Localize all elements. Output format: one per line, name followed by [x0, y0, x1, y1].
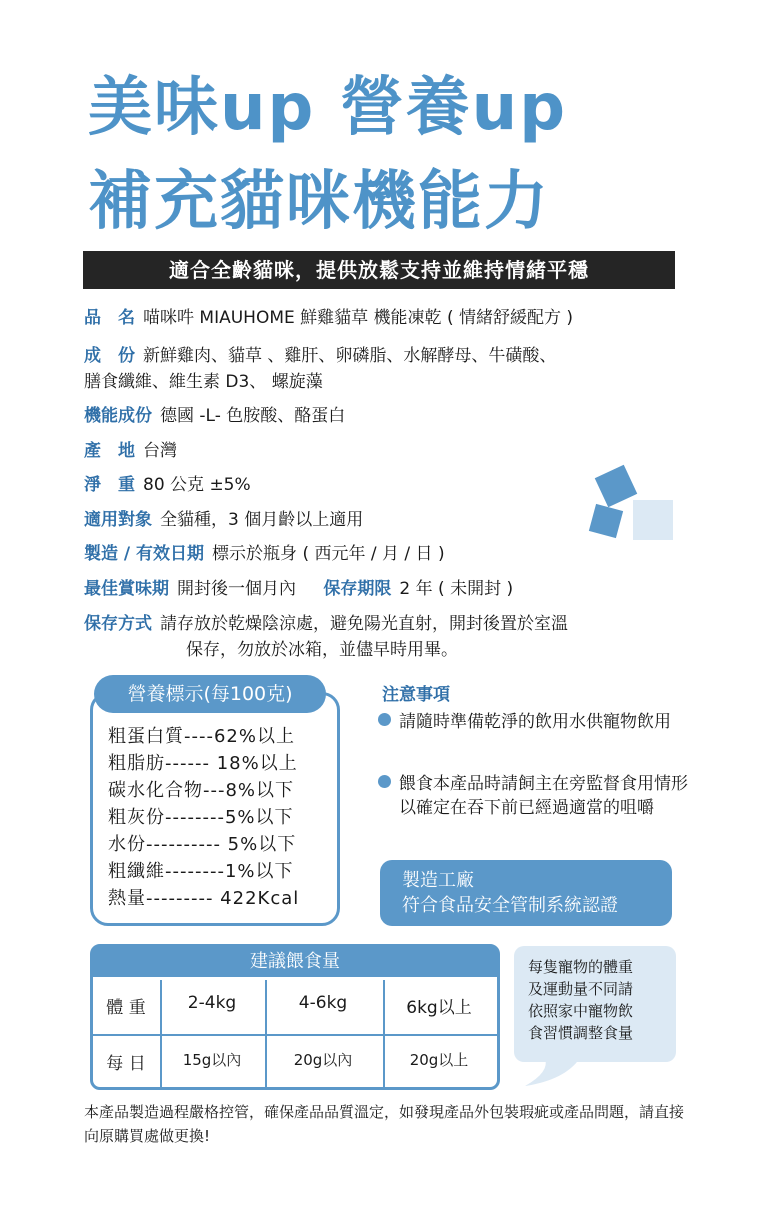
spec-storage [84, 611, 568, 637]
spec-ingredients-value1: 新鮮雞肉、貓草 、雞肝、卵磷脂、水解酵母、牛磺酸、 [143, 346, 557, 366]
bullet-icon [378, 713, 391, 726]
spec-ingredients-label: 成 份 [84, 346, 135, 366]
spec-origin-value: 台灣 [143, 441, 177, 461]
notice-item1: 請隨時準備乾淨的飲用水供寵物飲用 [399, 712, 671, 732]
feeding-cell: 15g以內 [182, 1051, 242, 1069]
spec-origin [84, 438, 177, 464]
feeding-title: 建議餵食量 [93, 947, 497, 977]
spec-functional [84, 403, 345, 429]
bubble-tail [525, 1058, 585, 1088]
feeding-cell: 20g以內 [293, 1051, 353, 1069]
factory-line2: 符合食品安全管制系統認證 [402, 895, 618, 916]
spec-best-label: 最佳賞味期 [84, 579, 169, 599]
decor-square [595, 465, 638, 508]
decor-square [633, 500, 673, 540]
spec-shelf-label: 保存期限 [323, 579, 392, 599]
feeding-cell: 20g以上 [409, 1051, 469, 1069]
spec-dates [84, 541, 445, 567]
nutrition-row: 粗纖維--------1%以下 [108, 861, 294, 882]
spec-ingredients-line2: 膳食纖維、維生素 D3、 螺旋藻 [84, 372, 323, 392]
notice-item [378, 772, 699, 820]
spec-storage-label: 保存方式 [84, 614, 152, 634]
spec-weight-label: 淨 重 [84, 475, 135, 495]
spec-name-value: 喵咪吽 MIAUHOME 鮮雞貓草 機能凍乾 ( 情緒舒緩配方 ) [143, 308, 574, 328]
spec-ingredients [84, 343, 556, 369]
notice-item2: 餵食本產品時請飼主在旁監督食用情形以確定在吞下前已經過適當的咀嚼 [399, 774, 688, 818]
feeding-row1-label: 體 重 [106, 998, 146, 1018]
spec-storage-line2: 保存，勿放於冰箱，並儘早時用畢。 [186, 640, 458, 660]
spec-weight-value: 80 公克 ±5% [143, 475, 251, 495]
feeding-cell: 2-4kg [187, 993, 237, 1013]
spec-shelf-value: 2 年 ( 未開封 ) [399, 579, 514, 599]
notice-title: 注意事項 [382, 685, 450, 705]
nutrition-row: 碳水化合物---8%以下 [108, 780, 295, 801]
spec-weight [84, 472, 251, 498]
factory-badge [380, 860, 672, 926]
spec-dates-value: 標示於瓶身 ( 西元年 / 月 / 日 ) [212, 544, 445, 564]
bubble-line: 依照家中寵物飲 [528, 1002, 634, 1020]
bubble-line: 及運動量不同請 [528, 980, 634, 998]
spec-name [84, 305, 573, 331]
nutrition-row: 粗灰份--------5%以下 [108, 807, 294, 828]
feeding-note-bubble [514, 946, 676, 1062]
nutrition-title: 營養標示(每100克) [94, 675, 326, 713]
spec-target-value: 全貓種，3 個月齡以上適用 [160, 510, 364, 530]
spec-functional-value: 德國 -L- 色胺酸、酪蛋白 [160, 406, 346, 426]
bubble-line: 食習慣調整食量 [528, 1024, 634, 1042]
spec-name-label: 品 名 [84, 308, 135, 328]
feeding-cell: 4-6kg [298, 993, 348, 1013]
spec-origin-label: 產 地 [84, 441, 135, 461]
nutrition-row: 粗蛋白質----62%以上 [108, 726, 295, 747]
spec-target-label: 適用對象 [84, 510, 152, 530]
nutrition-row: 熱量--------- 422Kcal [108, 888, 300, 909]
bubble-line: 每隻寵物的體重 [528, 958, 634, 976]
bullet-icon [378, 775, 391, 788]
feeding-cell: 6kg以上 [406, 998, 472, 1018]
spec-functional-label: 機能成份 [84, 406, 152, 426]
banner: 適合全齡貓咪，提供放鬆支持並維持情緒平穩 [83, 251, 675, 289]
nutrition-row: 粗脂肪------ 18%以上 [108, 753, 298, 774]
headline-line1: 美味up 營養up [88, 71, 568, 145]
footer-note: 本產品製造過程嚴格控管，確保產品品質溫定，如發現產品外包裝瑕疵或產品問題，請直接向原購買處做更換! [84, 1103, 685, 1145]
notice-item [378, 710, 699, 734]
nutrition-row: 水份---------- 5%以下 [108, 834, 297, 855]
spec-storage-value1: 請存放於乾燥陰涼處，避免陽光直射，開封後置於室溫 [160, 614, 568, 634]
spec-target [84, 507, 363, 533]
decor-square [589, 504, 623, 538]
spec-dates-label: 製造 / 有效日期 [84, 544, 205, 564]
headline-line2: 補充貓咪機能力 [88, 165, 550, 239]
feeding-row2-label: 每 日 [106, 1054, 146, 1074]
spec-best [84, 576, 513, 602]
spec-best-value: 開封後一個月內 [177, 579, 296, 599]
factory-line1: 製造工廠 [402, 870, 474, 891]
